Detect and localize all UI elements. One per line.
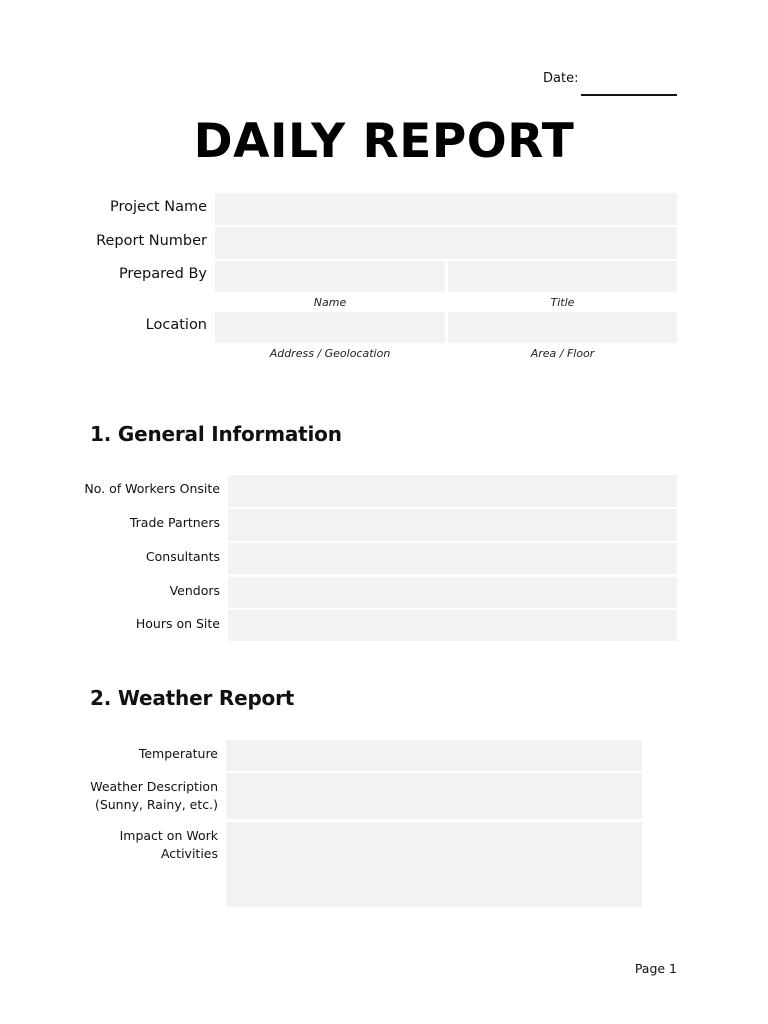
prepared-by-title-field[interactable] [448,261,677,292]
impact-on-work-label [18,827,218,863]
weather-report-heading: 2. Weather Report [90,686,295,710]
page-number: Page 1 [634,961,677,976]
impact-on-work-label-line2: Activities [160,846,218,861]
location-label: Location [145,317,207,333]
weather-description-label-line2: (Sunny, Rainy, etc.) [94,797,218,812]
vendors-label: Vendors [169,583,220,598]
project-name-label: Project Name [110,199,207,215]
weather-description-label-line1: Weather Description [90,779,218,794]
report-number-field[interactable] [215,227,677,259]
location-area-field[interactable] [448,312,677,343]
workers-onsite-label: No. of Workers Onsite [84,481,220,496]
date-label: Date: [543,71,579,86]
temperature-field[interactable] [226,740,642,771]
general-information-heading: 1. General Information [90,422,342,446]
area-caption: Area / Floor [530,347,595,360]
date-field[interactable] [581,94,677,96]
location-address-field[interactable] [215,312,445,343]
trade-partners-label: Trade Partners [129,515,220,530]
title-caption: Title [550,296,575,309]
project-name-field[interactable] [215,193,677,225]
page-title: DAILY REPORT [193,114,575,169]
weather-description-field[interactable] [226,773,642,819]
consultants-label: Consultants [145,549,220,564]
vendors-field[interactable] [228,577,677,608]
prepared-by-label: Prepared By [118,266,207,282]
prepared-by-name-field[interactable] [215,261,445,292]
temperature-label: Temperature [138,746,218,761]
consultants-field[interactable] [228,543,677,574]
report-number-label: Report Number [96,233,207,249]
impact-on-work-label-line1: Impact on Work [119,828,218,843]
weather-description-label [18,778,218,814]
hours-on-site-field[interactable] [228,610,677,641]
name-caption: Name [313,296,347,309]
impact-on-work-field[interactable] [226,822,642,907]
trade-partners-field[interactable] [228,509,677,541]
workers-onsite-field[interactable] [228,475,677,507]
address-caption: Address / Geolocation [269,347,391,360]
hours-on-site-label: Hours on Site [135,616,220,631]
